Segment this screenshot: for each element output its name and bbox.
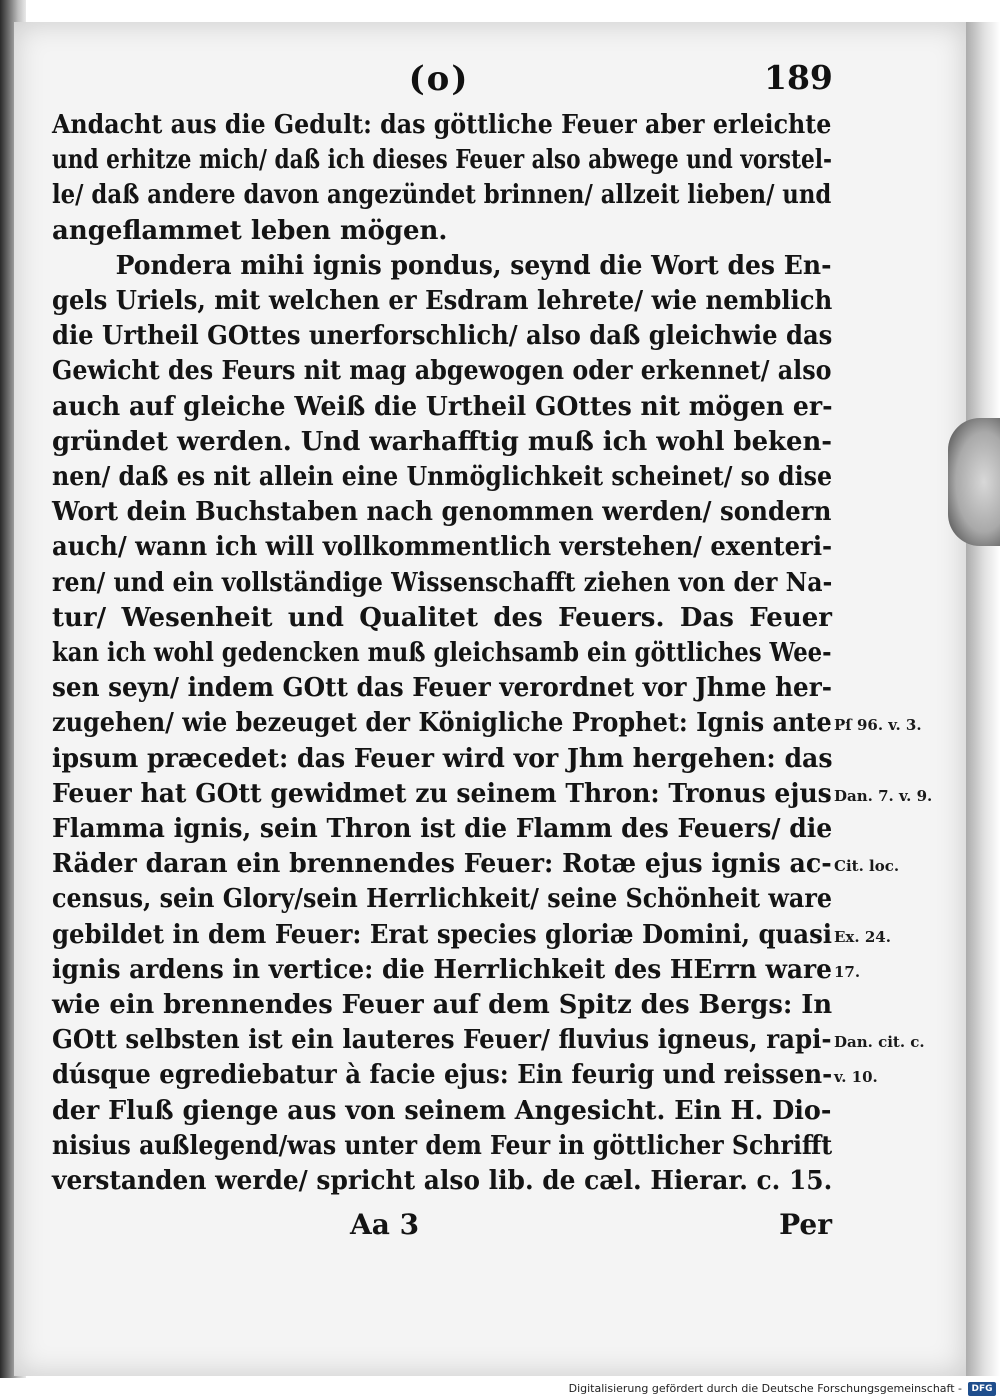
text-line: dúsque egrediebatur à facie ejus: Ein feurig und reissen- bbox=[52, 1060, 833, 1091]
text-line: ipsum præcedet: das Feuer wird vor Jhm hergehen: das bbox=[52, 743, 833, 774]
text-line: nen/ daß es nit allein eine Unmöglichkeit scheinet/ so dise bbox=[52, 462, 833, 493]
text-line: die Urtheil GOttes unerforschlich/ also daß gleichwie das bbox=[52, 321, 833, 352]
dfg-logo-icon: DFG bbox=[968, 1382, 996, 1396]
marginal-note: Pſ 96. v. 3. bbox=[834, 716, 922, 735]
text-line: auch/ wann ich will vollkommentlich verstehen/ exenteri- bbox=[52, 532, 833, 563]
text-line: Pondera mihi ignis pondus, seynd die Wort des En- bbox=[115, 250, 832, 281]
text-line: Wort dein Buchstaben nach genommen werden/ sondern bbox=[52, 497, 832, 528]
text-line: und erhitze mich/ daß ich dieses Feuer also abwege und vorstel- bbox=[52, 145, 832, 176]
page-number: 189 bbox=[764, 58, 833, 97]
text-line: der Fluß gienge aus von seinem Angesicht. Ein H. Dio- bbox=[52, 1095, 832, 1126]
text-line: angeflammet leben mögen. bbox=[52, 215, 448, 246]
text-line: zugehen/ wie bezeuget der Königliche Prophet: Ignis ante bbox=[52, 708, 832, 739]
digitization-footer bbox=[0, 1378, 1000, 1399]
text-line: le/ daß andere davon angezündet brinnen/ allzeit lieben/ und bbox=[52, 180, 832, 211]
body-text bbox=[52, 108, 832, 1199]
page-edge-shadow bbox=[960, 22, 1000, 1376]
thumb-holding-page bbox=[948, 418, 1000, 546]
text-line: census, sein Glory/sein Herrlichkeit/ seine Schönheit ware bbox=[52, 884, 832, 915]
text-line: gebildet in dem Feuer: Erat species gloriæ Domini, quasi bbox=[52, 919, 833, 950]
text-line: GOtt selbsten ist ein lauteres Feuer/ fluvius igneus, rapi- bbox=[52, 1025, 832, 1056]
text-line: Flamma ignis, sein Thron ist die Flamm des Feuers/ die bbox=[52, 814, 833, 845]
header-ornament bbox=[324, 56, 554, 102]
text-line: Räder daran ein brennendes Feuer: Rotæ ejus ignis ac- bbox=[52, 849, 832, 880]
text-line: nisius außlegend/was unter dem Feur in göttlicher Schrifft bbox=[52, 1130, 833, 1161]
marginal-note: v. 10. bbox=[834, 1068, 878, 1087]
text-line: tur/ Wesenheit und Qualitet des Feuers. Das Feuer bbox=[52, 602, 832, 633]
text-line: sen seyn/ indem GOtt das Feuer verordnet vor Jhme her- bbox=[52, 673, 832, 704]
header-ornament-text: (o) bbox=[408, 59, 470, 99]
text-line: gründet werden. Und warhafftig muß ich wohl beken- bbox=[52, 426, 833, 457]
marginal-note: Dan. cit. c. bbox=[834, 1033, 925, 1052]
text-line: Andacht aus die Gedult: das göttliche Feuer aber erleichte bbox=[52, 110, 832, 140]
text-line: ignis ardens in vertice: die Herrlichkeit des HErrn ware bbox=[52, 954, 833, 985]
text-line: wie ein brennendes Feuer auf dem Spitz des Bergs: In bbox=[52, 990, 833, 1021]
marginal-note: Ex. 24. bbox=[834, 927, 891, 946]
footer-credit: Digitalisierung gefördert durch die Deutsche Forschungsgemeinschaft - bbox=[568, 1382, 962, 1395]
marginal-note: Dan. 7. v. 9. bbox=[834, 786, 933, 805]
marginal-note: 17. bbox=[834, 962, 861, 981]
catchword: Per bbox=[779, 1208, 832, 1241]
text-line: Feuer hat GOtt gewidmet zu seinem Thron: Tronus ejus bbox=[52, 778, 832, 809]
text-line: gels Uriels, mit welchen er Esdram lehrete/ wie nemblich bbox=[52, 286, 833, 317]
text-line: kan ich wohl gedencken muß gleichsamb ein göttliches Wee- bbox=[52, 638, 832, 669]
text-line: verstanden werde/ spricht also lib. de cæl. Hierar. c. 15. bbox=[52, 1166, 833, 1197]
marginal-note: Cit. loc. bbox=[834, 857, 900, 876]
page-foot bbox=[52, 1208, 832, 1248]
text-line: auch auf gleiche Weiß die Urtheil GOttes nit mögen er- bbox=[52, 391, 833, 422]
text-line: Gewicht des Feurs nit mag abgewogen oder erkennet/ also bbox=[52, 356, 832, 387]
text-line: ren/ und ein vollständige Wissenschafft ziehen von der Na- bbox=[52, 567, 833, 598]
signature-mark: Aa 3 bbox=[350, 1208, 420, 1241]
